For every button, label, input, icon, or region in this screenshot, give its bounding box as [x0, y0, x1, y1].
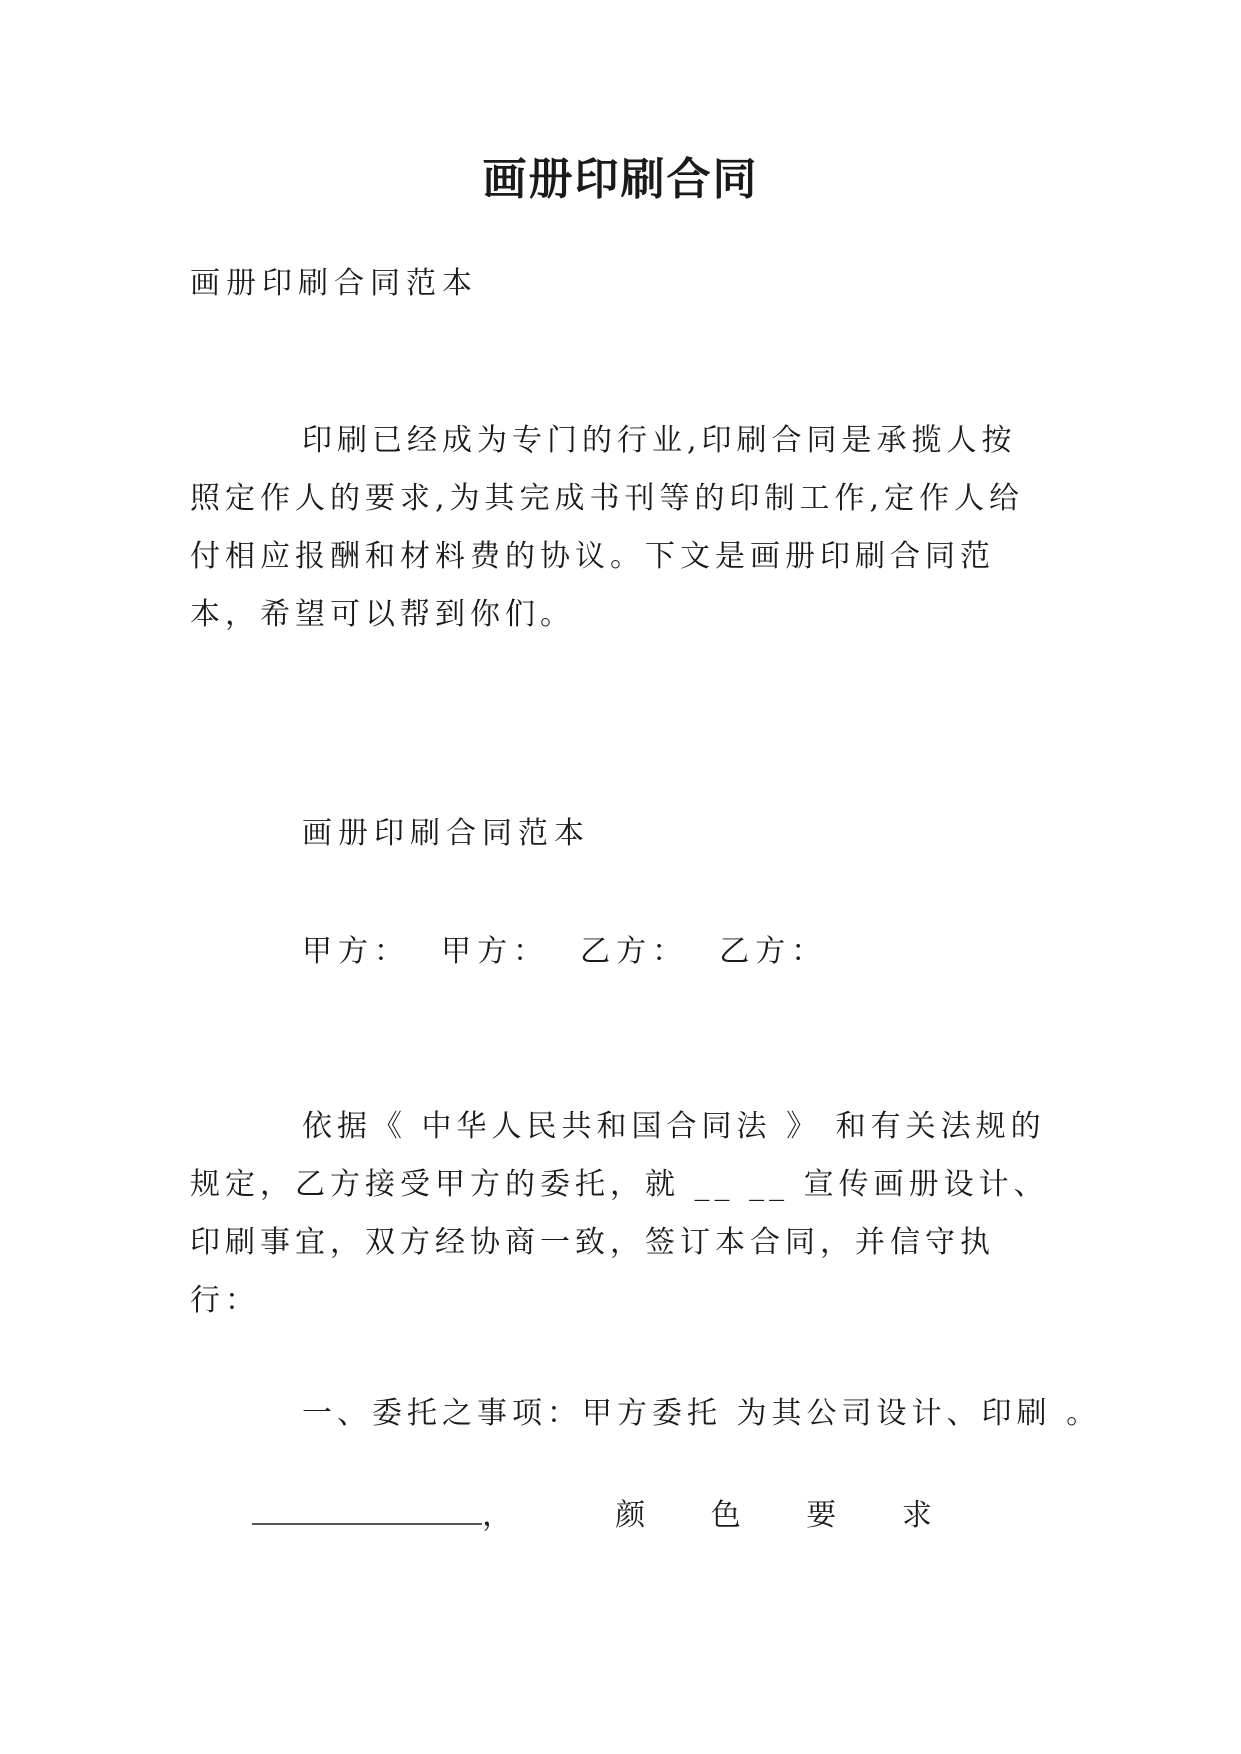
document-subtitle: 画册印刷合同范本	[190, 266, 478, 301]
color-requirement-label: ， 颜 色 要 求	[482, 1498, 960, 1533]
item-1-line: 一、委托之事项：甲方委托 为其公司设计、印刷 。	[302, 1396, 1102, 1431]
basis-paragraph: 依据《 中华人民共和国合同法 》 和有关法规的规定，乙方接受甲方的委托，就 __ __ 宣传画册设计、印刷事宜，双方经协商一致，签订本合同，并信守执行：	[190, 1109, 1049, 1318]
item-1-continuation	[190, 1450, 960, 1582]
intro-paragraph: 印刷已经成为专门的行业,印刷合同是承揽人按照定作人的要求,为其完成书刊等的印制工作,定作人给付相应报酬和材料费的协议。下文是画册印刷合同范本，希望可以帮到你们。	[190, 423, 1025, 632]
fill-in-blank	[252, 1495, 482, 1525]
parties-line: 甲方： 甲方： 乙方： 乙方：	[302, 934, 828, 969]
document-title: 画册印刷合同	[482, 154, 759, 205]
contract-heading: 画册印刷合同范本	[302, 816, 590, 851]
